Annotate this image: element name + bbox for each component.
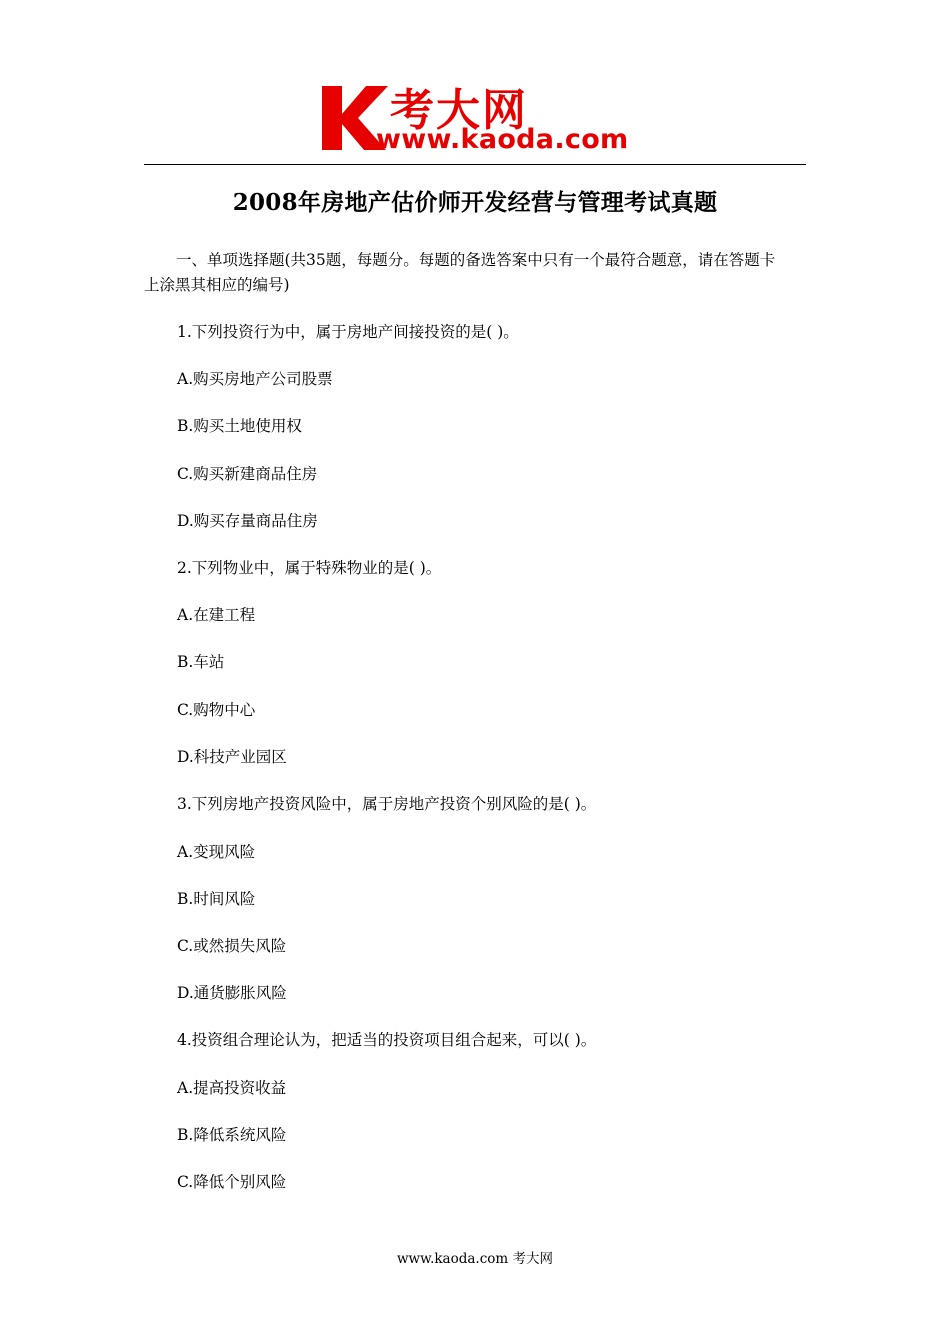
document-title: 2008年房地产估价师开发经营与管理考试真题 <box>232 189 718 216</box>
logo-chinese-name: 考大网 <box>390 85 528 136</box>
option-4c: C.降低个别风险 <box>177 1173 287 1191</box>
option-3a: A.变现风险 <box>177 843 256 861</box>
option-3d: D.通货膨胀风险 <box>177 984 287 1002</box>
kaoda-logo <box>318 80 638 160</box>
question-4: 4.投资组合理论认为，把适当的投资项目组合起来，可以( )。 <box>177 1031 597 1049</box>
option-3b: B.时间风险 <box>177 890 256 908</box>
option-1d: D.购买存量商品住房 <box>177 512 318 530</box>
question-3: 3.下列房地产投资风险中，属于房地产投资个别风险的是( )。 <box>177 795 597 813</box>
logo-url: www.kaoda.com <box>376 124 629 155</box>
question-2: 2.下列物业中，属于特殊物业的是( )。 <box>177 559 442 577</box>
option-4b: B.降低系统风险 <box>177 1126 287 1144</box>
header-divider <box>144 164 806 165</box>
option-1b: B.购买土地使用权 <box>177 417 302 435</box>
option-2b: B.车站 <box>177 653 225 671</box>
option-1a: A.购买房地产公司股票 <box>177 370 333 388</box>
option-2a: A.在建工程 <box>177 606 256 624</box>
option-2c: C.购物中心 <box>177 701 256 719</box>
question-1: 1.下列投资行为中，属于房地产间接投资的是( )。 <box>177 323 519 341</box>
option-1c: C.购买新建商品住房 <box>177 465 318 483</box>
option-4a: A.提高投资收益 <box>177 1079 287 1097</box>
section-intro <box>144 248 814 298</box>
page-footer: www.kaoda.com 考大网 <box>397 1251 553 1267</box>
option-3c: C.或然损失风险 <box>177 937 287 955</box>
intro-line-2: 上涂黑其相应的编号) <box>144 276 290 294</box>
option-2d: D.科技产业园区 <box>177 748 287 766</box>
intro-line-1: 一、单项选择题(共35题，每题分。每题的备选答案中只有一个最符合题意，请在答题卡 <box>176 251 776 269</box>
